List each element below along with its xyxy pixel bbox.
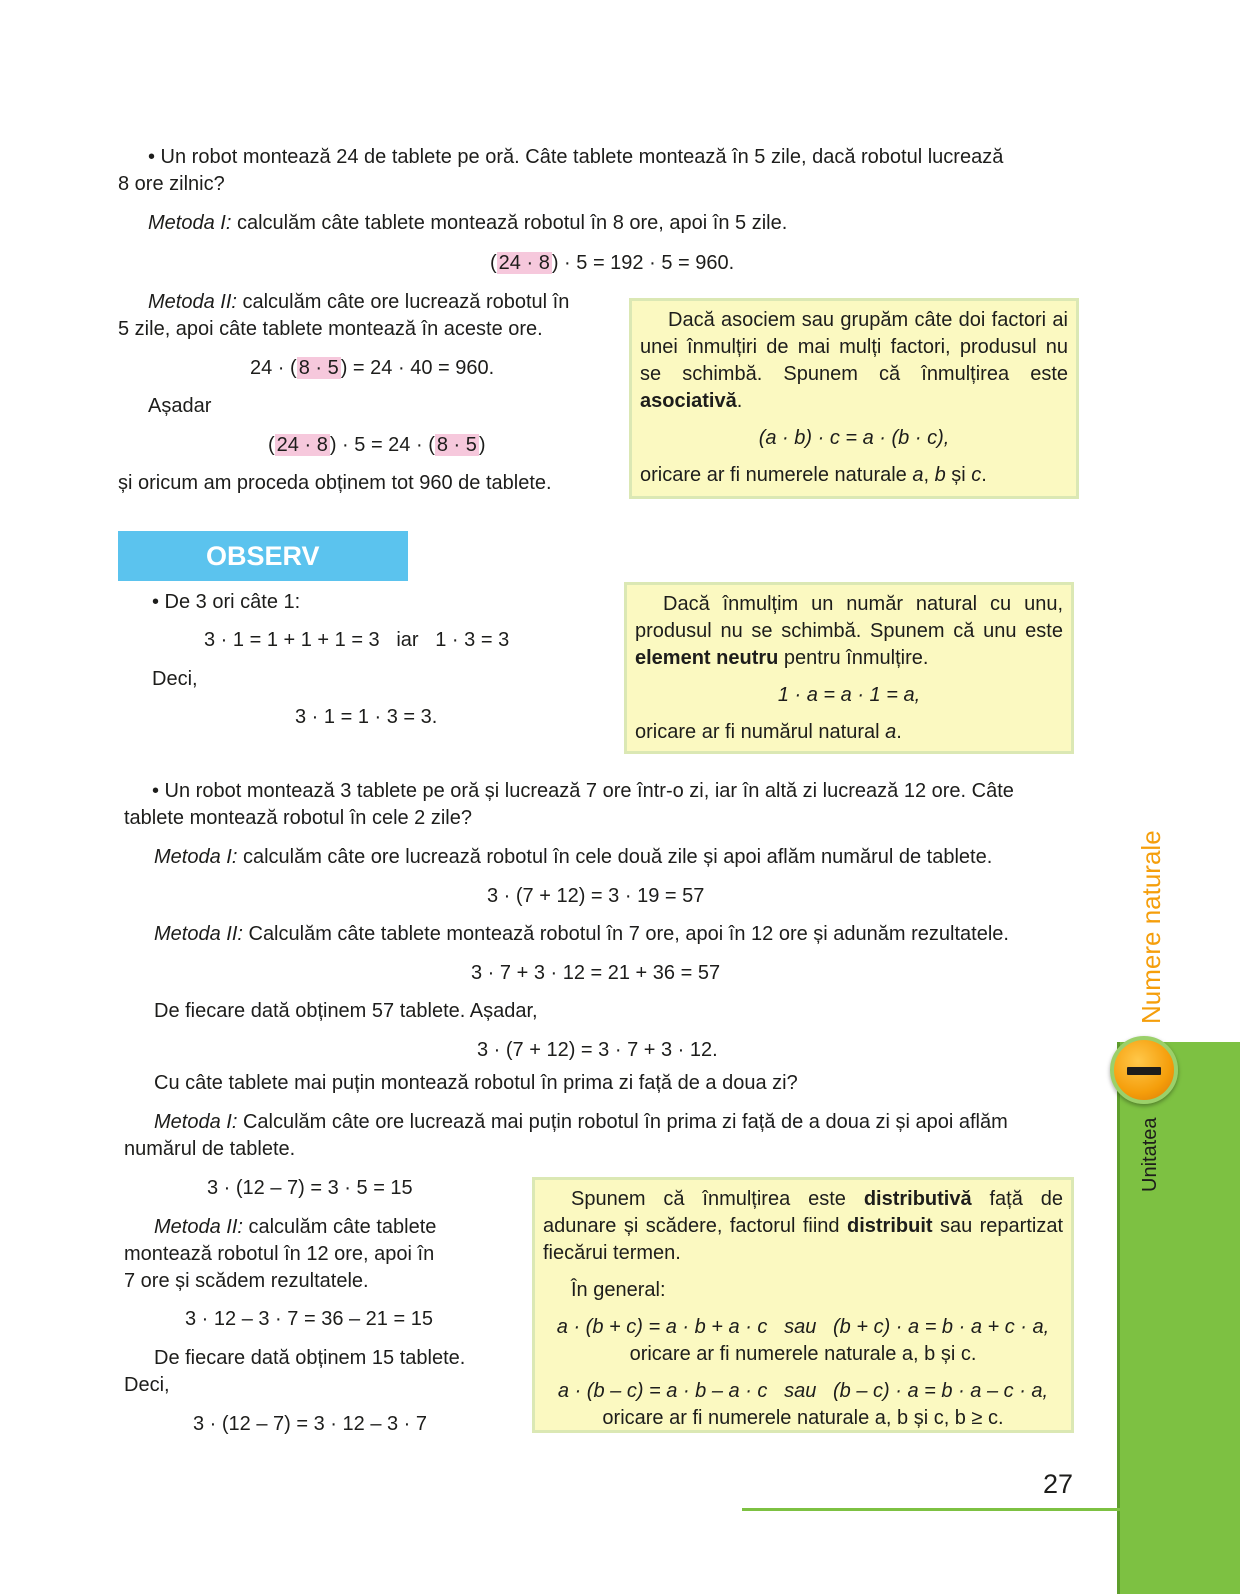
conclusion-2: De fiecare dată obținem 57 tablete. Așadar, [154, 1000, 538, 1022]
observ-banner [118, 531, 408, 581]
method-3-line [154, 844, 992, 871]
equation-7: 3 · (12 – 7) = 3 · 5 = 15 [207, 1177, 413, 1199]
highlight-24x8: 24 · 8 [498, 252, 550, 274]
distribuit-term: distribuit [846, 1215, 933, 1237]
conclusion-3: De fiecare dată obținem 15 tablete. [154, 1347, 466, 1369]
method-4-line [154, 921, 1009, 948]
distributiva-term: distributivă [863, 1188, 972, 1210]
method-1-label: Metoda I: [148, 212, 232, 234]
eq-part: ) = 24 · 40 = 960. [340, 357, 495, 379]
distributivity-note-2: oricare ar fi numerele naturale a, b și c, b ≥ c. [602, 1407, 1004, 1429]
formula-text: a · (b – c) = a · b – a · c sau (b – c) · a = b · a – c · a, [557, 1380, 1049, 1402]
method-6-line-1 [154, 1214, 436, 1241]
equation-3 [268, 432, 486, 459]
method-text: Calculăm câte tablete montează robotul în 7 ore, apoi în 12 ore și adunăm rezultatele. [242, 923, 1009, 945]
method-2-line-2: 5 zile, apoi câte tablete montează în aceste ore. [118, 318, 543, 340]
conclusion-1: și oricum am proceda obținem tot 960 de tablete. [118, 472, 552, 494]
formula-text: 1 · a = a · 1 = a, [777, 684, 921, 706]
highlight-8x5: 8 · 5 [298, 357, 339, 379]
eq-part: ( [490, 252, 497, 274]
distributivity-note-1: oricare ar fi numerele naturale a, b și c. [629, 1343, 977, 1365]
equation-2 [250, 355, 494, 382]
method-text: calculăm câte ore lucrează robotul în cele două zile și apoi aflăm numărul de tablete. [237, 846, 993, 868]
question-text: Cu câte tablete mai puțin montează robotul în prima zi față de a doua zi? [154, 1072, 798, 1094]
unit-label-vertical: Unitatea [1139, 1117, 1161, 1192]
method-label: Metoda I: [154, 846, 238, 868]
associativity-box [629, 298, 1079, 499]
neutral-element-footer [635, 719, 1063, 746]
equation-4: 3 · (7 + 12) = 3 · 19 = 57 [487, 885, 705, 907]
observ-title: OBSERV [206, 541, 320, 571]
in-general-label: În general: [571, 1279, 666, 1301]
problem-1-line-1: • Un robot montează 24 de tablete pe oră. Câte tablete montează în 5 zile, dacă robotul lucrează [148, 146, 1004, 168]
neutral-element-text [635, 591, 1063, 672]
equation-9: 3 · (12 – 7) = 3 · 12 – 3 · 7 [193, 1413, 428, 1435]
method-5-line-1 [154, 1109, 1008, 1136]
var-c: c [971, 464, 982, 486]
problem-1-line-2: 8 ore zilnic? [118, 173, 225, 195]
equation-6: 3 · (7 + 12) = 3 · 7 + 3 · 12. [477, 1039, 718, 1061]
neutral-element-box [624, 582, 1074, 754]
unit-title-vertical: Numere naturale [1136, 830, 1166, 1024]
equation-1 [490, 250, 734, 277]
observ-intro: • De 3 ori câte 1: [152, 591, 301, 613]
box-text: oricare ar fi numărul natural [635, 721, 886, 743]
eq-part: 24 · ( [250, 357, 297, 379]
var-b: b [934, 464, 946, 486]
var-a: a [885, 721, 897, 743]
observ-equation-1: 3 · 1 = 1 + 1 + 1 = 3 iar 1 · 3 = 3 [204, 629, 510, 651]
roman-numeral-one-icon [1127, 1067, 1161, 1075]
observ-deci: Deci, [152, 668, 198, 690]
method-1-text: calculăm câte tablete montează robotul în 8 ore, apoi în 5 zile. [231, 212, 788, 234]
equation-5: 3 · 7 + 3 · 12 = 21 + 36 = 57 [471, 962, 721, 984]
method-5-line-2: numărul de tablete. [124, 1138, 296, 1160]
formula-text: a · (b + c) = a · b + a · c sau (b + c) · a = b · a + c · a, [556, 1316, 1050, 1338]
method-6-line-2: montează robotul în 12 ore, apoi în [124, 1243, 435, 1265]
unit-badge [1110, 1036, 1178, 1104]
equation-8: 3 · 12 – 3 · 7 = 36 – 21 = 15 [185, 1308, 433, 1330]
box-text: . [736, 390, 743, 412]
distributivity-box [532, 1177, 1074, 1433]
eq-part: ( [268, 434, 275, 456]
distributivity-formula-1 [543, 1314, 1063, 1341]
box-text: . [981, 464, 987, 486]
formula-text: (a · b) · c = a · (b · c), [758, 427, 950, 449]
distributivity-text [543, 1186, 1063, 1267]
method-label: Metoda II: [154, 1216, 243, 1238]
page-number: 27 [1043, 1469, 1074, 1499]
method-label: Metoda I: [154, 1111, 238, 1133]
var-a: a [912, 464, 924, 486]
box-text: față de adunare și scădere, factorul fiind [543, 1188, 1063, 1237]
method-2-label: Metoda II: [148, 291, 237, 313]
box-text: , [923, 464, 935, 486]
box-text: Dacă înmulțim un număr natural cu unu, produsul nu se schimbă. Spunem că unu este [635, 593, 1063, 642]
box-text: . [896, 721, 902, 743]
method-text: Calculăm câte ore lucrează mai puțin robotul în prima zi față de a doua zi și apoi aflăm [237, 1111, 1008, 1133]
element-neutru-term: element neutru [635, 647, 779, 669]
eq-part: ) [478, 434, 486, 456]
box-text: pentru înmulțire. [778, 647, 929, 669]
problem-2-line-2: tablete montează robotul în cele 2 zile? [124, 807, 472, 829]
observ-equation-2: 3 · 1 = 1 · 3 = 3. [295, 706, 438, 728]
method-1-line [148, 210, 787, 237]
neutral-element-formula [635, 682, 1063, 709]
method-2-line-1 [148, 289, 569, 316]
method-text: calculăm câte tablete [242, 1216, 437, 1238]
associativity-footer [640, 462, 1068, 489]
highlight-8x5: 8 · 5 [436, 434, 477, 456]
deci-text: Deci, [124, 1374, 170, 1396]
box-text: sau repartizat fiecărui termen. [543, 1215, 1064, 1264]
problem-2-line-1: • Un robot montează 3 tablete pe oră și lucrează 7 ore într-o zi, iar în altă zi lucrează 12 ore. Câte [152, 780, 1014, 802]
footer-line [742, 1508, 1120, 1511]
asadar-text: Așadar [148, 395, 212, 417]
associativity-formula [640, 425, 1068, 452]
distributivity-formula-2 [543, 1378, 1063, 1405]
box-text: Spunem că înmulțirea este [571, 1188, 864, 1210]
associativa-term: asociativă [640, 390, 737, 412]
method-6-line-3: 7 ore și scădem rezultatele. [124, 1270, 369, 1292]
method-label: Metoda II: [154, 923, 243, 945]
method-2-text: calculăm câte ore lucrează robotul în [236, 291, 570, 313]
box-text: oricare ar fi numerele naturale [640, 464, 913, 486]
box-text: și [945, 464, 972, 486]
highlight-24x8: 24 · 8 [276, 434, 328, 456]
box-text: Dacă asociem sau grupăm câte doi factori ai unei înmulțiri de mai mulți factori, produsul nu se schimbă. Spunem că înmulțirea este [640, 309, 1068, 385]
eq-part: ) · 5 = 192 · 5 = 960. [551, 252, 735, 274]
associativity-text [640, 307, 1068, 415]
eq-part: ) · 5 = 24 · ( [329, 434, 435, 456]
